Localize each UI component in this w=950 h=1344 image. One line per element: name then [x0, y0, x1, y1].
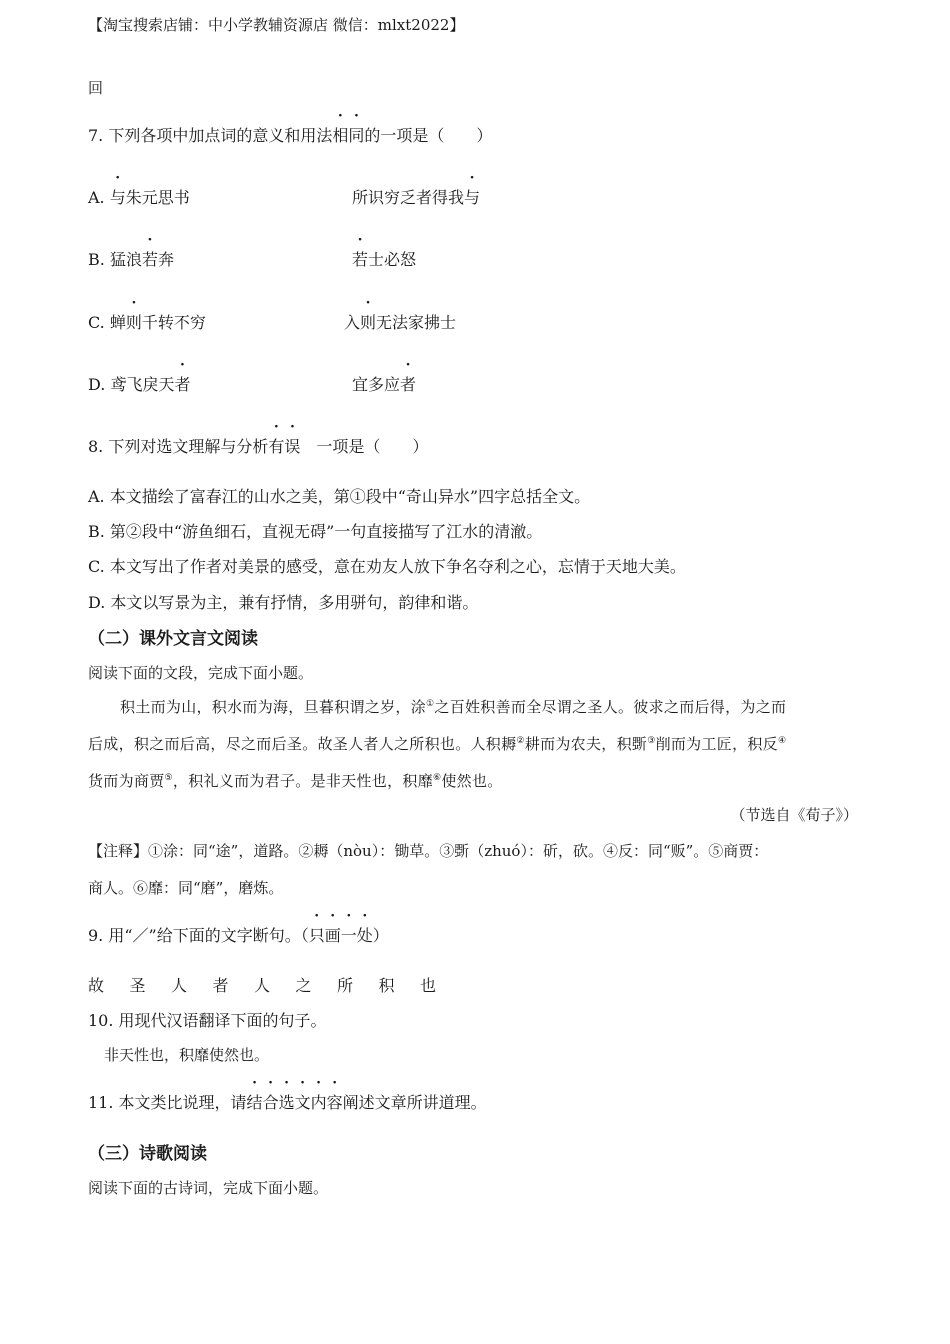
- dotted-word: 若: [352, 250, 369, 269]
- section3-instruction: 阅读下面的古诗词，完成下面小题。: [88, 1179, 329, 1197]
- q8-option-c: C. 本文写出了作者对美景的感受，意在劝友人放下争名夺利之心，忘情于天地大美。: [88, 557, 686, 576]
- dotted-word: 容: [326, 1093, 343, 1112]
- char: 故: [88, 976, 105, 995]
- text: 使然也。: [441, 772, 503, 790]
- text: 鸢飞戾天: [110, 375, 175, 394]
- footnote-marker: ②: [516, 736, 525, 746]
- q7-option-c-right: [344, 310, 456, 333]
- q9-stem: [88, 923, 389, 946]
- text: 奔: [157, 250, 174, 269]
- q7-stem-before: 7. 下列各项中加点词的意义和用法: [88, 126, 333, 145]
- dotted-word: 文: [294, 1093, 311, 1112]
- passage-source: （节选自《荀子》）: [730, 806, 858, 824]
- text: 宜多应: [352, 375, 401, 394]
- text: 朱元思书: [125, 188, 190, 207]
- q7-option-a-left: [88, 185, 190, 208]
- char: 人: [254, 976, 271, 995]
- text: ，积礼义而为君子。是非天性也，积靡: [172, 772, 433, 790]
- passage-line-3: [88, 770, 503, 791]
- q7-option-b-right: [352, 247, 416, 270]
- q8-dotted-2: 误: [284, 437, 301, 456]
- option-label: C.: [88, 313, 105, 332]
- option-label: A.: [88, 188, 105, 207]
- dotted-word: 则: [360, 313, 377, 332]
- option-label: B.: [88, 250, 105, 269]
- q10-sentence: 非天性也，积靡使然也。: [104, 1046, 270, 1064]
- text: 货而为商贾: [88, 772, 165, 790]
- footnote-marker: ⑥: [433, 773, 442, 783]
- text: 入: [344, 313, 361, 332]
- stray-char: 回: [88, 79, 104, 97]
- dotted-word: 一: [340, 926, 357, 945]
- dotted-word: 内: [310, 1093, 327, 1112]
- char: 之: [295, 976, 312, 995]
- text: 削而为工匠，积反: [655, 735, 778, 753]
- dotted-word: 者: [400, 375, 417, 394]
- text: 9. 用“／”给下面的文字断句。（: [88, 926, 309, 945]
- text: 积土而为山，积水而为海，旦暮积谓之岁，涂: [120, 698, 427, 716]
- header-note: 【淘宝搜索店铺：中小学教辅资源店 微信：mlxt2022】: [88, 16, 465, 34]
- char: 所: [337, 976, 354, 995]
- footnote-marker: ⑤: [164, 773, 173, 783]
- dotted-word: 合: [262, 1093, 279, 1112]
- q8-option-a: A. 本文描绘了富春江的山水之美，第①段中“奇山异水”四字总括全文。: [88, 487, 591, 506]
- text: ）: [372, 926, 389, 945]
- text: 耕而为农夫，积斲: [524, 735, 648, 753]
- footnote-marker: ③: [647, 736, 656, 746]
- section2-heading: （二）课外文言文阅读: [88, 629, 258, 649]
- q8-option-d: D. 本文以写景为主，兼有抒情，多用骈句，韵律和谐。: [88, 593, 479, 612]
- char: 积: [378, 976, 395, 995]
- passage-line-1: [120, 696, 786, 717]
- text: 之百姓积善而全尽谓之圣人。彼求之而后得，为之而: [434, 698, 787, 716]
- dotted-word: 与: [464, 188, 481, 207]
- text: 后成，积之而后高，尽之而后圣。故圣人者人之所积也。人积耨: [88, 735, 517, 753]
- dotted-word: 若: [141, 250, 158, 269]
- q7-option-a-right: [352, 185, 480, 208]
- dotted-word: 处: [356, 926, 373, 945]
- q11-stem: [88, 1090, 487, 1113]
- notes-line-1: 【注释】①涂：同“途”，道路。②耨（nòu）：锄草。③斲（zhuó）：斫，砍。④反：同“贩”。⑤商贾：: [88, 842, 769, 860]
- q7-dotted-1: 相: [332, 126, 349, 145]
- q7-stem-after: 的一项是（ ）: [364, 126, 493, 145]
- char: 也: [420, 976, 437, 995]
- dotted-word: 选: [278, 1093, 295, 1112]
- q7-option-b-left: [88, 247, 174, 270]
- q8-stem-before: 8. 下列对选文理解与分析: [88, 437, 269, 456]
- text: 士必怒: [368, 250, 417, 269]
- footnote-marker: ④: [777, 736, 787, 746]
- text: 千转不穷: [141, 313, 206, 332]
- section2-instruction: 阅读下面的文段，完成下面小题。: [88, 664, 314, 682]
- text: 阐述文章所讲道理。: [342, 1093, 487, 1112]
- footnote-marker: ①: [426, 699, 435, 709]
- q8-dotted-1: 有: [268, 437, 285, 456]
- q8-stem: [88, 434, 428, 457]
- text: 猛浪: [109, 250, 142, 269]
- dotted-word: 结: [246, 1093, 263, 1112]
- char: 者: [212, 976, 229, 995]
- dotted-word: 者: [174, 375, 191, 394]
- q10-stem: 10. 用现代汉语翻译下面的句子。: [88, 1011, 327, 1030]
- text: 11. 本文类比说理，请: [88, 1093, 247, 1112]
- q7-stem: [88, 123, 492, 146]
- text: 无法家拂士: [376, 313, 457, 332]
- q8-stem-after: 一项是（ ）: [300, 437, 429, 456]
- q8-option-b: B. 第②段中“游鱼细石，直视无碍”一句直接描写了江水的清澈。: [88, 522, 543, 541]
- notes-line-2: 商人。⑥靡：同“磨”，磨炼。: [88, 879, 284, 897]
- dotted-word: 则: [125, 313, 142, 332]
- q7-option-d-right: [352, 372, 416, 395]
- text: 蝉: [109, 313, 126, 332]
- char: 圣: [129, 976, 146, 995]
- option-label: D.: [88, 375, 106, 394]
- dotted-word: 画: [324, 926, 341, 945]
- section3-heading: （三）诗歌阅读: [88, 1144, 207, 1164]
- q7-dotted-2: 同: [348, 126, 365, 145]
- q7-option-d-left: [88, 372, 190, 395]
- dotted-word: 只: [308, 926, 325, 945]
- text: 所识穷乏者得我: [352, 188, 465, 207]
- passage-line-2: [88, 733, 786, 754]
- q7-option-c-left: [88, 310, 206, 333]
- q9-characters: [88, 973, 462, 996]
- dotted-word: 与: [109, 188, 126, 207]
- char: 人: [171, 976, 188, 995]
